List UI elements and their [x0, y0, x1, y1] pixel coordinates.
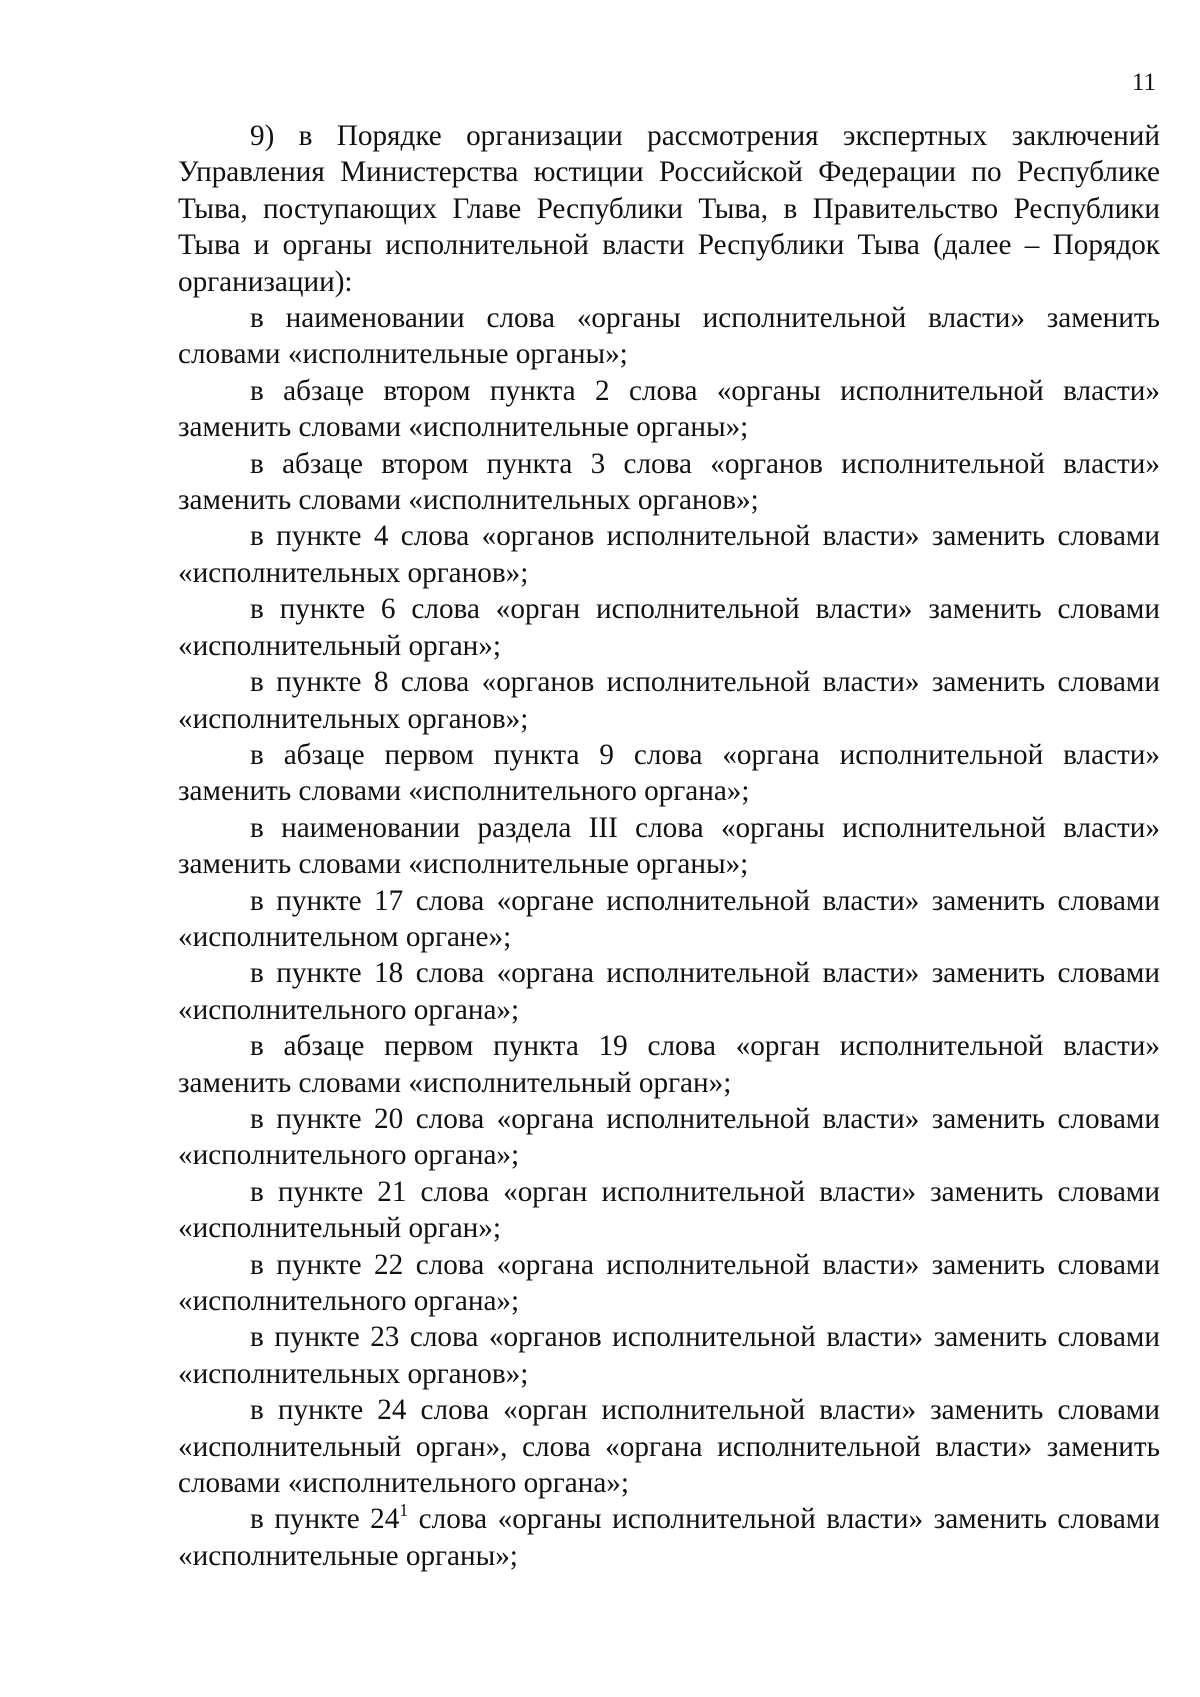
- paragraph-amendment: в пункте 24 слова «орган исполнительной власти» заменить словами «исполнительный орган», слова «органа исполнительной власти» заменить словами «исполнительного органа»;: [178, 1394, 1160, 1500]
- paragraph-amendment-last: [178, 1501, 1160, 1574]
- page-number: 11: [1131, 69, 1156, 96]
- paragraph-amendment: в абзаце втором пункта 2 слова «органы исполнительной власти» заменить словами «исполнительные органы»;: [178, 374, 1160, 444]
- paragraph-amendment: в пункте 22 слова «органа исполнительной власти» заменить словами «исполнительного органа»;: [178, 1248, 1160, 1317]
- paragraph-amendment: в абзаце первом пункта 9 слова «органа исполнительной власти» заменить словами «исполнительного органа»;: [178, 738, 1160, 808]
- paragraph-amendment: в пункте 8 слова «органов исполнительной власти» заменить словами «исполнительных органов»;: [178, 666, 1160, 735]
- paragraph-amendment: в наименовании раздела III слова «органы исполнительной власти» заменить словами «исполнительные органы»;: [178, 811, 1160, 881]
- superscript-index: 1: [399, 1500, 409, 1521]
- paragraph-amendment: в абзаце втором пункта 3 слова «органов исполнительной власти» заменить словами «исполнительных органов»;: [178, 447, 1160, 517]
- paragraph-intro: 9) в Порядке организации рассмотрения экспертных заключений Управления Министерства юстиции Российской Федерации по Республике Тыва, поступающих Главе Республики Тыва, в Правительство Республики Тыва и органы исполнительной власти Республики Тыва (далее – Порядок организации):: [178, 120, 1160, 298]
- paragraph-amendment: в пункте 18 слова «органа исполнительной власти» заменить словами «исполнительного органа»;: [178, 957, 1160, 1026]
- paragraph-amendment: в пункте 4 слова «органов исполнительной власти» заменить словами «исполнительных органов»;: [178, 520, 1160, 589]
- paragraph-text-start: в пункте 24: [250, 1503, 400, 1536]
- paragraph-amendment: в пункте 21 слова «орган исполнительной власти» заменить словами «исполнительный орган»;: [178, 1175, 1160, 1245]
- paragraph-amendment: в наименовании слова «органы исполнительной власти» заменить словами «исполнительные органы»;: [178, 302, 1160, 371]
- paragraph-amendment: в пункте 17 слова «органе исполнительной власти» заменить словами «исполнительном органе»;: [178, 884, 1160, 953]
- paragraph-amendment: в пункте 23 слова «органов исполнительной власти» заменить словами «исполнительных органов»;: [178, 1321, 1160, 1390]
- paragraph-amendment: в пункте 20 слова «органа исполнительной власти» заменить словами «исполнительного органа»;: [178, 1102, 1160, 1172]
- document-body: [178, 118, 1160, 1574]
- paragraph-text-end: слова «органы исполнительной власти» заменить словами «исполнительные органы»;: [178, 1503, 1160, 1572]
- paragraph-amendment: в абзаце первом пункта 19 слова «орган исполнительной власти» заменить словами «исполнительный орган»;: [178, 1030, 1160, 1099]
- paragraph-amendment: в пункте 6 слова «орган исполнительной власти» заменить словами «исполнительный орган»;: [178, 593, 1160, 662]
